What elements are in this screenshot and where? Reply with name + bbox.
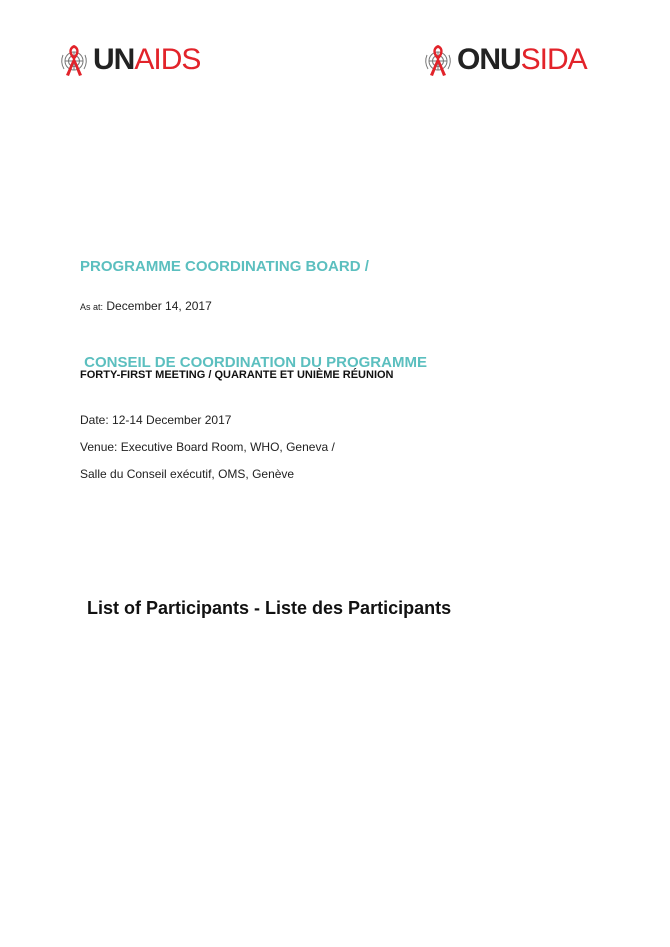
meeting-title: FORTY-FIRST MEETING / QUARANTE ET UNIÈME RÉUNION: [80, 369, 394, 381]
meeting-details: [80, 407, 335, 488]
board-title-en: PROGRAMME COORDINATING BOARD /: [80, 258, 369, 275]
un-emblem-ribbon-icon: [56, 42, 92, 78]
meeting-venue-fr: Salle du Conseil exécutif, OMS, Genève: [80, 467, 295, 481]
as-at-line: [80, 299, 212, 313]
onusida-wordmark: ONUSIDA: [457, 43, 587, 76]
unaids-wordmark: UNAIDS: [93, 43, 201, 76]
onusida-logo: [420, 40, 587, 80]
as-at-date: December 14, 2017: [106, 299, 212, 313]
meeting-venue-en: Venue: Executive Board Room, WHO, Geneva /: [80, 440, 335, 454]
meeting-date: Date: 12-14 December 2017: [80, 413, 232, 427]
un-emblem-ribbon-icon: [420, 42, 456, 78]
board-title-fr: CONSEIL DE COORDINATION DU PROGRAMME: [80, 354, 427, 371]
unaids-logo: [56, 40, 200, 80]
as-at-label: As at:: [80, 302, 104, 312]
document-title: List of Participants - Liste des Participants: [87, 598, 452, 618]
